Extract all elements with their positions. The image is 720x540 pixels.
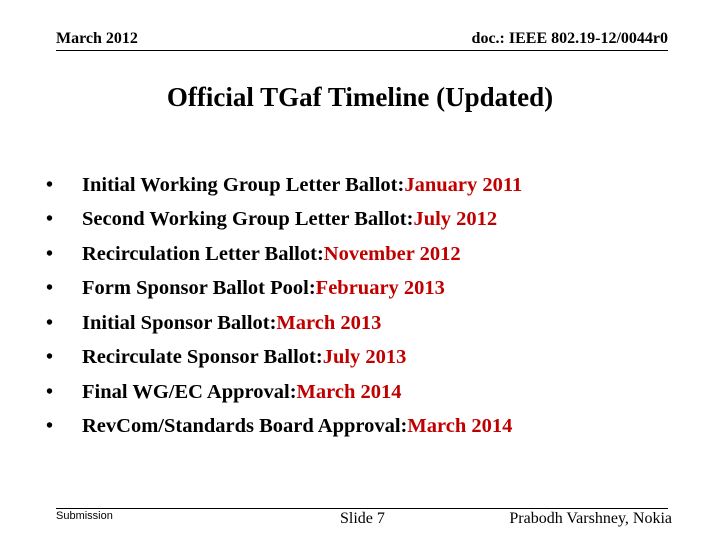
timeline-item-date: November 2012	[323, 242, 461, 265]
bullet-icon: •	[46, 277, 54, 300]
bullet-icon: •	[46, 208, 54, 231]
timeline-item-label: Initial Sponsor Ballot:	[82, 311, 277, 334]
bullet-icon: •	[46, 415, 54, 438]
timeline-item-date: February 2013	[315, 277, 445, 300]
timeline-item	[46, 341, 522, 376]
footer-author: Prabodh Varshney, Nokia	[509, 510, 672, 527]
timeline-item	[46, 272, 522, 307]
slide-title: Official TGaf Timeline (Updated)	[166, 82, 554, 112]
timeline-item	[46, 375, 522, 410]
footer-slide-number: Slide 7	[340, 510, 385, 527]
timeline-item-date: July 2013	[322, 346, 407, 369]
timeline-item-label: Form Sponsor Ballot Pool:	[82, 277, 316, 300]
bullet-icon: •	[46, 380, 54, 403]
footer-submission: Submission	[56, 510, 113, 522]
timeline-item-date: July 2012	[413, 208, 498, 231]
timeline-item-date: March 2013	[276, 311, 382, 334]
timeline-item	[46, 203, 522, 238]
timeline-item-label: Initial Working Group Letter Ballot:	[82, 173, 405, 196]
bullet-icon: •	[46, 173, 54, 196]
timeline-list	[46, 168, 522, 444]
bullet-icon: •	[46, 242, 54, 265]
bullet-icon: •	[46, 311, 54, 334]
timeline-item-date: January 2011	[404, 173, 523, 196]
timeline-item	[46, 237, 522, 272]
timeline-item-label: RevCom/Standards Board Approval:	[82, 415, 408, 438]
timeline-item-label: Recirculate Sponsor Ballot:	[82, 346, 323, 369]
timeline-item	[46, 306, 522, 341]
timeline-item-label: Second Working Group Letter Ballot:	[82, 208, 414, 231]
timeline-item-label: Recirculation Letter Ballot:	[82, 242, 324, 265]
timeline-item-date: March 2014	[407, 415, 513, 438]
bullet-icon: •	[46, 346, 54, 369]
timeline-item-date: March 2014	[296, 380, 402, 403]
header-date: March 2012	[56, 30, 138, 47]
timeline-item	[46, 168, 522, 203]
timeline-item-label: Final WG/EC Approval:	[82, 380, 297, 403]
header-divider	[56, 50, 668, 51]
header-doc-id: doc.: IEEE 802.19-12/0044r0	[471, 30, 668, 47]
timeline-item	[46, 410, 522, 445]
footer-divider	[56, 508, 668, 509]
